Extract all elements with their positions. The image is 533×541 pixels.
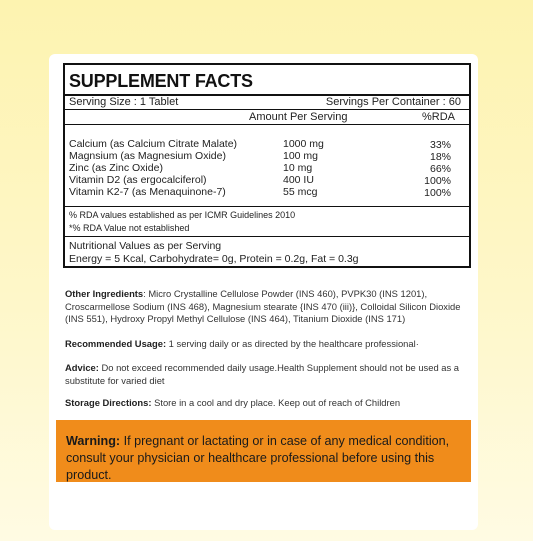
servings-per-container: Servings Per Container : 60	[325, 96, 461, 108]
rda-header: %RDA	[421, 111, 455, 123]
nutrient-rda: 33%	[429, 139, 451, 151]
rda-note-secondary: *% RDA Value not established	[69, 223, 190, 233]
warning-label: Warning:	[66, 434, 121, 448]
advice-label: Advice:	[65, 362, 99, 373]
rda-note: % RDA values established as per ICMR Guidelines 2010	[69, 210, 296, 220]
nutrient-amount: 1000 mg	[283, 138, 324, 150]
other-ingredients-label: Other Ingredients	[65, 288, 144, 299]
storage-text: Store in a cool and dry place. Keep out of reach of Children	[151, 397, 401, 408]
divider	[65, 236, 469, 237]
nutrient-rda: 100%	[424, 175, 451, 187]
nutrient-amount: 10 mg	[283, 162, 313, 174]
recommended-usage-label: Recommended Usage:	[65, 338, 167, 349]
advice-text: Do not exceed recommended daily usage.Health Supplement should not be used as a substitute for varied diet	[65, 362, 460, 386]
nutrient-rda: 66%	[429, 163, 451, 175]
recommended-usage-text: 1 serving daily or as directed by the healthcare professional·	[166, 338, 419, 349]
other-ingredients-text: : Micro Crystalline Cellulose Powder (INS 460), PVPK30 (INS 1201), Croscarmellose Sodium (INS 468), Magnesium stearate {INS 470 (iii)}, Colloidal Silicon Dioxide (INS 551), Hydroxy Propyl Methyl Cellulose (INS 464), Titanium Dioxide (INS 171)	[65, 288, 461, 324]
nutrient-amount: 55 mcg	[283, 186, 318, 198]
nutritional-values-title: Nutritional Values as per Serving	[69, 240, 222, 252]
supplement-facts-panel	[63, 63, 471, 268]
nutrient-rda: 100%	[424, 187, 451, 199]
divider	[65, 206, 469, 207]
nutrient-name: Calcium (as Calcium Citrate Malate)	[69, 138, 238, 150]
nutrient-name: Vitamin D2 (as ergocalciferol)	[69, 174, 207, 186]
warning-text: If pregnant or lactating or in case of any medical condition, consult your physician or healthcare professional before using this product.	[66, 434, 450, 482]
other-ingredients	[65, 288, 470, 326]
divider	[65, 109, 469, 110]
amount-header: Amount Per Serving	[249, 111, 348, 123]
nutrient-amount: 100 mg	[283, 150, 319, 162]
serving-size: Serving Size : 1 Tablet	[69, 96, 179, 108]
nutrient-amount: 400 IU	[283, 174, 314, 186]
recommended-usage	[65, 338, 470, 351]
nutrient-rda: 18%	[429, 151, 451, 163]
warning-message	[66, 433, 466, 484]
storage-label: Storage Directions:	[65, 397, 152, 408]
facts-title: SUPPLEMENT FACTS	[69, 71, 253, 91]
nutritional-values: Energy = 5 Kcal, Carbohydrate= 0g, Protein = 0.2g, Fat = 0.3g	[69, 253, 359, 265]
advice	[65, 362, 470, 387]
nutrient-name: Magnsium (as Magnesium Oxide)	[69, 150, 226, 162]
nutrient-name: Zinc (as Zinc Oxide)	[69, 162, 163, 174]
warning-box	[56, 420, 471, 482]
storage-directions	[65, 397, 470, 410]
divider	[65, 124, 469, 125]
nutrient-name: Vitamin K2-7 (as Menaquinone-7)	[69, 186, 226, 198]
